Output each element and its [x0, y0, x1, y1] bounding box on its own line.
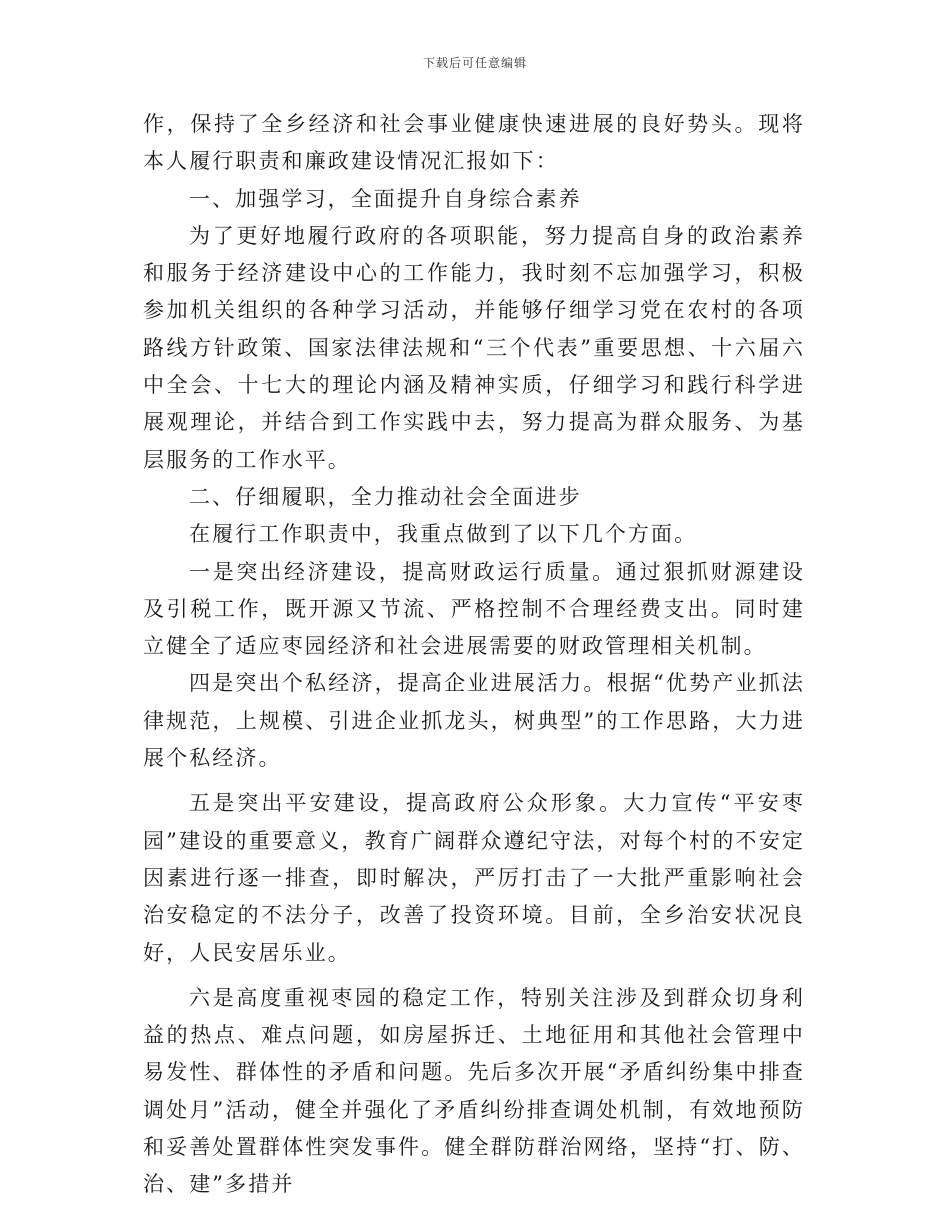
paragraph-study: 为了更好地履行政府的各项职能，努力提高自身的政治素养和服务于经济建设中心的工作能力，我时刻不忘加强学习，积极参加机关组织的各种学习活动，并能够仔细学习党在农村的各项路线方针政策、国家法律法规和“三个代表”重要思想、十六届六中全会、十七大的理论内涵及精神实质，仔细学习和践行科学进展观理论，并结合到工作实践中去，努力提高为群众服务、为基层服务的工作水平。 [143, 223, 805, 472]
paragraph-duties-intro: 在履行工作职责中，我重点做到了以下几个方面。 [189, 522, 698, 547]
paragraph-economy: 一是突出经济建设，提高财政运行质量。通过狠抓财源建设及引税工作，既开源又节流、严格控制不合理经费支出。同时建立健全了适应枣园经济和社会进展需要的财政管理相关机制。 [143, 559, 805, 659]
paragraph-stability: 六是高度重视枣园的稳定工作，特别关注涉及到群众切身利益的热点、难点问题，如房屋拆迁、土地征用和其他社会管理中易发性、群体性的矛盾和问题。先后多次开展“矛盾纠纷集中排查调处月”活动，健全并强化了矛盾纠纷排查调处机制，有效地预防和妥善处置群体性突发事件。健全群防群治网络，坚持“打、防、治、建”多措并 [143, 985, 805, 1197]
paragraph-private-economy: 四是突出个私经济，提高企业进展活力。根据“优势产业抓法律规范，上规模、引进企业抓龙头，树典型”的工作思路，大力进展个私经济。 [143, 671, 805, 771]
page-header: 下载后可任意编辑 [422, 56, 527, 70]
paragraph-safety: 五是突出平安建设，提高政府公众形象。大力宣传“平安枣园”建设的重要意义，教育广阔群众遵纪守法，对每个村的不安定因素进行逐一排查，即时解决，严厉打击了一大批严重影响社会治安稳定的不法分子，改善了投资环境。目前，全乡治安状况良好，人民安居乐业。 [143, 791, 805, 965]
section-heading-2: 二、仔细履职，全力推动社会全面进步 [189, 484, 582, 509]
paragraph-continuation: 作，保持了全乡经济和社会事业健康快速进展的良好势头。现将本人履行职责和廉政建设情况汇报如下： [143, 112, 805, 174]
document-body [143, 106, 805, 1204]
section-heading-1: 一、加强学习，全面提升自身综合素养 [189, 186, 582, 211]
